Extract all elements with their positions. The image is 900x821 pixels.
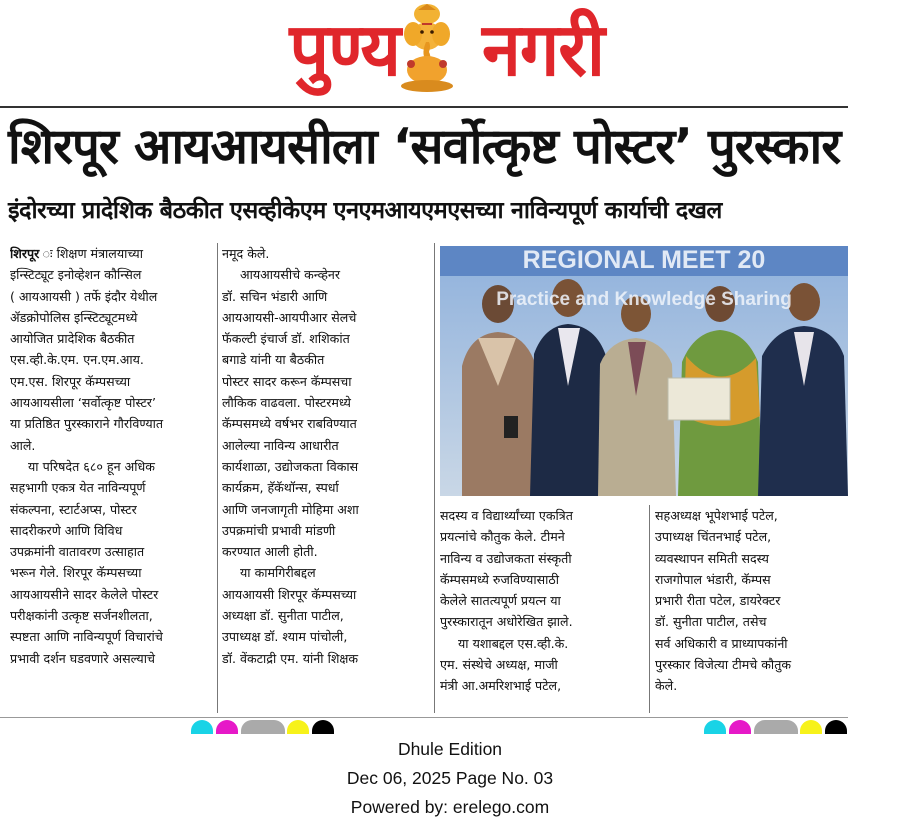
text-line: बगाडे यांनी या बैठकीत [222,352,325,368]
award-photo [440,246,848,496]
text-line: आले. [10,437,36,453]
column-divider [434,243,435,713]
text-line: एम. संस्थेचे अध्यक्ष, माजी [440,657,558,673]
text-line: ॲडक्रोपोलिस इन्स्टिट्यूटमध्ये [10,309,138,325]
text-line: शिरपूर ः शिक्षण मंत्रालयाच्या [10,246,143,261]
article-column-2 [222,243,432,669]
text-line: केलेले सातत्यपूर्ण प्रयत्न या [440,593,561,609]
article-headline: शिरपूर आयआयसीला ‘सर्वोत्कृष्ट पोस्टर’ पुरस्कार [8,118,841,175]
text-line: संकल्पना, स्टार्टअप्स, पोस्टर [10,501,137,517]
text-line: आयआयसी-आयपीआर सेलचे [222,309,357,325]
text-line: प्रभारी रीता पटेल, डायरेक्टर [655,593,781,609]
text-line: ( आयआयसी ) तर्फे इंदौर येथील [10,288,158,304]
text-line: आयआयसीने सादर केलेले पोस्टर [10,586,159,602]
masthead [0,0,900,108]
text-line: या कामगिरीबद्दल [240,565,316,581]
dateline: शिरपूर [10,246,40,261]
text-line: करण्यात आली होती. [222,544,318,560]
text-line: एम.एस. शिरपूर कॅम्पसच्या [10,373,131,389]
text-line: आयआयसीला ‘सर्वोत्कृष्ट पोस्टर’ [10,395,156,411]
text-line: लौकिक वाढवला. पोस्टरमध्ये [222,395,351,411]
photo-banner-subtext: Practice and Knowledge Sharing [496,289,792,310]
text-line: राजगोपाल भंडारी, कॅम्पस [655,571,771,587]
text-line: पोस्टर सादर करून कॅम्पसचा [222,373,352,389]
text-line: डॉ. वेंकटाद्री एम. यांनी शिक्षक [222,650,359,666]
text-line: प्रभावी दर्शन घडवणारे असल्याचे [10,650,155,666]
text-line: व्यवस्थापन समिती सदस्य [655,550,769,566]
edition-label: Dhule Edition [397,739,503,759]
text-line: नमूद केले. [222,246,270,261]
registration-mark-cyan [191,720,213,734]
text-line: कार्यशाळा, उद्योजकता विकास [222,458,359,474]
text-line: भरून गेले. शिरपूर कॅम्पसच्या [10,565,142,581]
date-page-label: Dec 06, 2025 Page No. 03 [346,768,554,788]
text-line: इन्स्टिट्यूट इनोव्हेशन कौन्सिल [10,267,142,283]
text-line: सहभागी एकत्र येत नाविन्यपूर्ण [10,480,146,496]
newspaper-name-right: नगरी [482,6,605,94]
article-column-4 [655,505,850,697]
column-divider [217,243,218,713]
registration-mark-magenta [216,720,238,734]
column-divider [649,505,650,713]
text-line: पुरस्कारातून अधोरेखित झाले. [440,614,573,630]
text-line: उपाध्यक्ष डॉ. श्याम पांचोली, [222,629,348,645]
award-photo-illustration [440,246,848,496]
text-line: आयआयसीचे कन्व्हेनर [240,267,341,283]
text-line: एस.व्ही.के.एम. एन.एम.आय. [10,352,144,368]
registration-mark-gray [241,720,285,734]
text-line: या प्रतिष्ठित पुरस्काराने गौरविण्यात [10,416,164,432]
text-line: अध्यक्षा डॉ. सुनीता पाटील, [222,608,344,624]
text-line: सदस्य व विद्यार्थ्यांच्या एकत्रित [440,508,573,523]
text-line: या यशाबद्दल एस.व्ही.के. [458,635,569,651]
text-line: आणि जनजागृती मोहिमा अशा [222,501,359,517]
text-line: नाविन्य व उद्योजकता संस्कृती [440,550,572,566]
text-line: आयोजित प्रादेशिक बैठकीत [10,331,135,347]
text-line: डॉ. सुनीता पाटील, तसेच [655,614,767,630]
text-line: आयआयसी शिरपूर कॅम्पसच्या [222,586,357,602]
registration-mark-gray [754,720,798,734]
registration-mark-yellow [800,720,822,734]
text-line: डॉ. सचिन भंडारी आणि [222,288,328,304]
registration-mark-black [825,720,847,734]
registration-mark-yellow [287,720,309,734]
text-line: सादरीकरणे आणि विविध [10,522,123,538]
article-column-3 [440,505,644,697]
masthead-divider [0,106,848,108]
text-line: या परिषदेत ६८० हून अधिक [28,458,155,474]
article-column-1 [10,243,216,669]
ganesha-icon [398,4,456,92]
text-line: कॅम्पसमध्ये रुजविण्यासाठी [440,571,559,587]
text-line: मंत्री आ.अमरिशभाई पटेल, [440,678,562,694]
newspaper-name-left: पुण्य [289,6,400,94]
text-line: आलेल्या नाविन्य आधारीत [222,437,339,453]
text-line: पुरस्कार विजेत्या टीमचे कौतुक [655,657,792,673]
text-line: स्पष्टता आणि नाविन्यपूर्ण विचारांचे [10,629,163,645]
text-line: कार्यक्रम, हॅकॅथॉन्स, स्पर्धा [222,480,339,496]
text-line: उपाध्यक्ष चिंतनभाई पटेल, [655,529,772,545]
registration-mark-black [312,720,334,734]
photo-banner-text: REGIONAL MEET 20 [522,246,766,274]
text-line: सर्व अधिकारी व प्राध्यापकांनी [655,635,788,651]
text-line: कॅम्पसमध्ये वर्षभर राबविण्यात [222,416,357,432]
text-line: फॅकल्टी इंचार्ज डॉ. शशिकांत [222,331,350,347]
registration-mark-cyan [704,720,726,734]
text-line: प्रयत्नांचे कौतुक केले. टीमने [440,529,565,545]
text-line: केले. [655,678,678,694]
text-line: उपक्रमांनी वातावरण उत्साहात [10,544,145,560]
text-line: सहअध्यक्ष भूपेशभाई पटेल, [655,508,778,523]
article-subheadline: इंदोरच्या प्रादेशिक बैठकीत एसव्हीकेएम एनएमआयएमएसच्या नाविन्यपूर्ण कार्याची दखल [8,196,722,224]
page-bottom-rule [0,717,848,718]
registration-mark-magenta [729,720,751,734]
text-line: उपक्रमांची प्रभावी मांडणी [222,522,336,538]
text-line: परीक्षकांनी उत्कृष्ट सर्जनशीलता, [10,608,153,624]
powered-by-link[interactable]: Powered by: erelego.com [350,797,550,817]
